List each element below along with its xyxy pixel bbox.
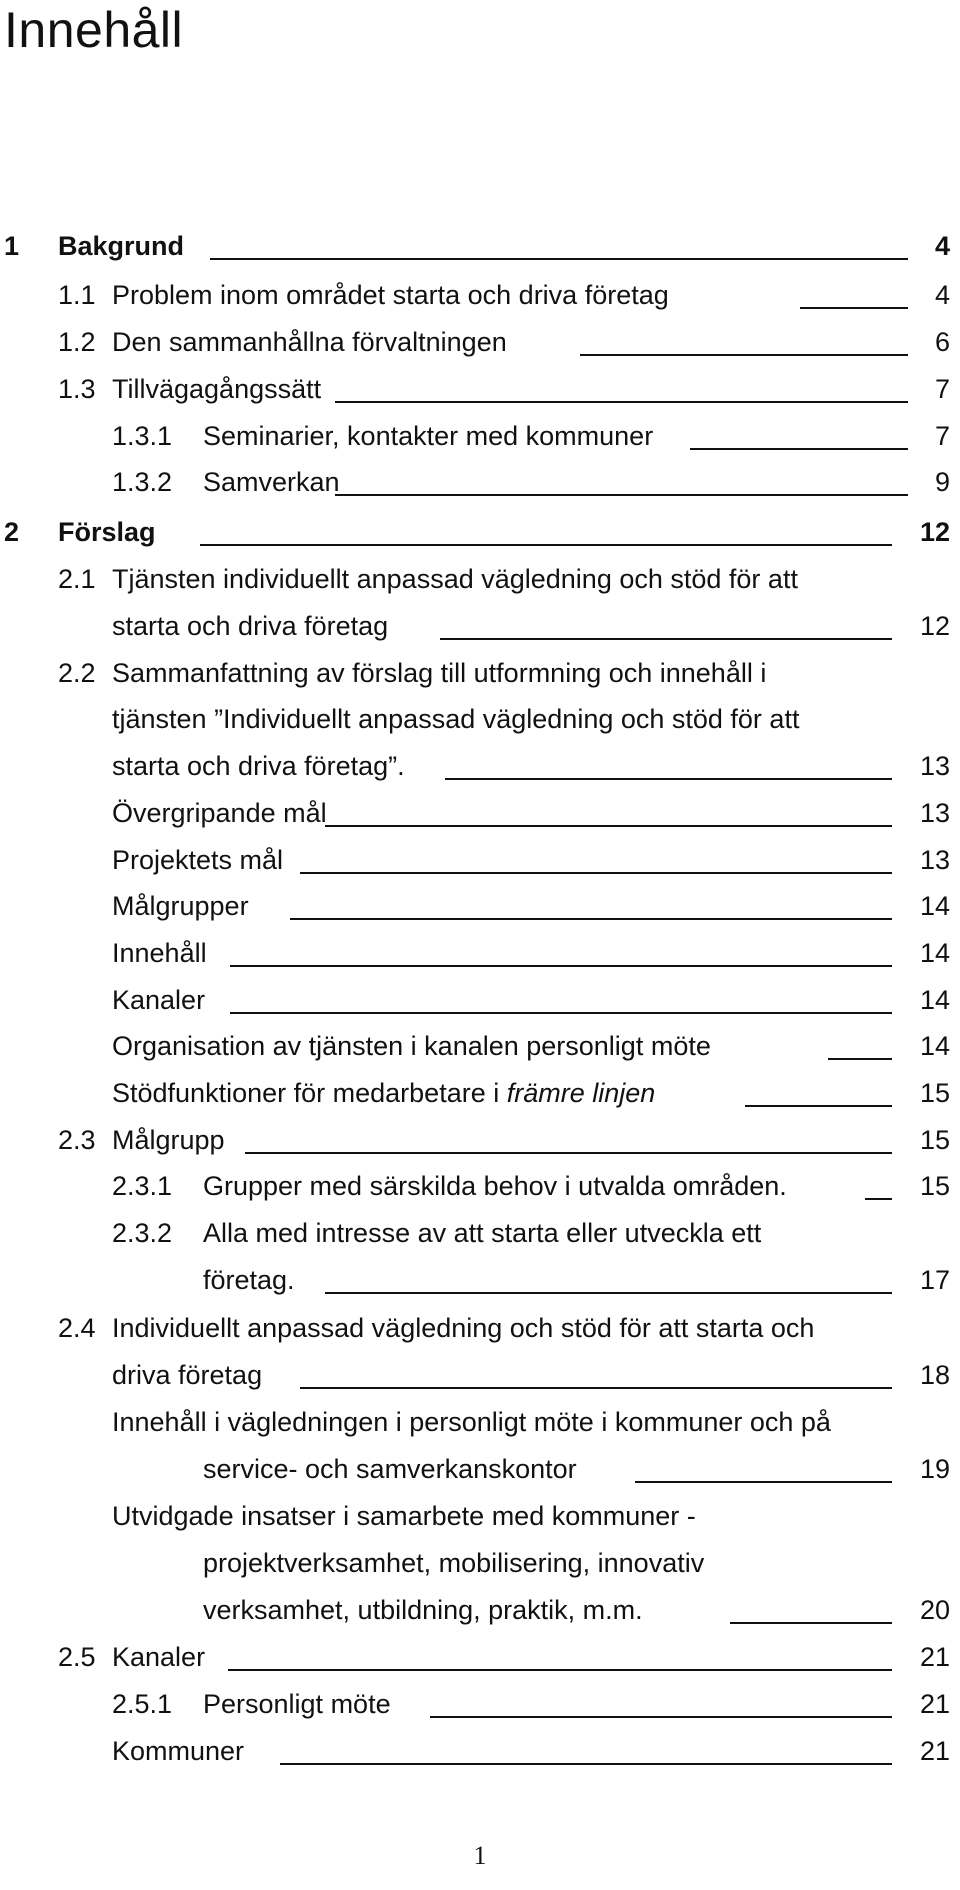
toc-entry-malgrupper[interactable] xyxy=(0,890,960,922)
toc-entry-page: 14 xyxy=(919,891,950,921)
toc-entry-title-continuation: verksamhet, utbildning, praktik, m.m. xyxy=(203,1595,643,1625)
toc-entry-page: 15 xyxy=(919,1125,950,1155)
toc-entry-title: Tillvägagångssätt xyxy=(112,374,322,404)
toc-entry-title: Utvidgade insatser i samarbete med kommuner - xyxy=(112,1501,696,1531)
toc-entry-page: 6 xyxy=(934,327,950,357)
toc-entry-projektets-mal[interactable] xyxy=(0,844,960,876)
toc-leader-line xyxy=(325,825,892,827)
toc-entry-2-2-continuation-1[interactable] xyxy=(0,703,960,735)
toc-leader-line xyxy=(430,1716,892,1718)
toc-entry-number: 2.5 xyxy=(58,1642,96,1672)
toc-entry-page: 21 xyxy=(919,1736,950,1766)
toc-entry-title xyxy=(112,1077,655,1109)
toc-entry-title: Kommuner xyxy=(112,1736,245,1766)
toc-leader-line xyxy=(745,1105,892,1107)
toc-entry-page: 14 xyxy=(919,1031,950,1061)
toc-entry-title: Kanaler xyxy=(112,1642,206,1672)
toc-entry-title-continuation: tjänsten ”Individuellt anpassad vägledning och stöd för att xyxy=(112,704,800,734)
toc-entry-innehall[interactable] xyxy=(0,937,960,969)
toc-entry-page: 21 xyxy=(919,1642,950,1672)
toc-entry-title: Målgrupper xyxy=(112,891,249,921)
toc-entry-page: 20 xyxy=(919,1595,950,1625)
toc-entry-title: Organisation av tjänsten i kanalen personligt möte xyxy=(112,1031,711,1061)
toc-leader-line xyxy=(230,1012,892,1014)
toc-entry-1-3-1[interactable] xyxy=(0,420,960,452)
toc-entry-number: 1.1 xyxy=(58,280,96,310)
toc-entry-title: Problem inom området starta och driva företag xyxy=(112,280,669,310)
toc-entry-1-1[interactable] xyxy=(0,279,960,311)
toc-entry-2-4-continuation[interactable] xyxy=(0,1359,960,1391)
toc-entry-title: Kanaler xyxy=(112,985,206,1015)
page-title: Innehåll xyxy=(4,2,184,58)
toc-entry-title: Innehåll i vägledningen i personligt möte i kommuner och på xyxy=(112,1407,831,1437)
toc-entry-page: 13 xyxy=(919,751,950,781)
toc-entry-page: 12 xyxy=(919,517,950,547)
toc-entry-page: 7 xyxy=(934,374,950,404)
toc-entry-title: Projektets mål xyxy=(112,845,284,875)
toc-entry-2-1[interactable] xyxy=(0,563,960,595)
toc-leader-line xyxy=(335,401,908,403)
toc-leader-line xyxy=(690,448,908,450)
toc-entry-number: 2.3.2 xyxy=(112,1218,173,1248)
toc-entry-1-2[interactable] xyxy=(0,326,960,358)
toc-entry-utvidgade-insatser[interactable] xyxy=(0,1500,960,1532)
toc-entry-2-4[interactable] xyxy=(0,1312,960,1344)
toc-entry-page: 4 xyxy=(934,280,950,310)
toc-entry-organisation[interactable] xyxy=(0,1030,960,1062)
toc-entry-title: Innehåll xyxy=(112,938,207,968)
toc-leader-line xyxy=(865,1198,892,1200)
toc-entry-page: 18 xyxy=(919,1360,950,1390)
toc-leader-line xyxy=(200,544,892,546)
toc-entry-page: 21 xyxy=(919,1689,950,1719)
toc-leader-line xyxy=(300,1387,892,1389)
toc-entry-title-plain: Stödfunktioner för medarbetare i xyxy=(112,1078,507,1108)
toc-leader-line xyxy=(828,1058,892,1060)
toc-entry-page: 4 xyxy=(934,231,950,261)
toc-leader-line xyxy=(445,778,892,780)
toc-leader-line xyxy=(280,1763,892,1765)
toc-entry-title: Förslag xyxy=(58,517,156,547)
toc-entry-number: 2.4 xyxy=(58,1313,96,1343)
toc-leader-line xyxy=(210,258,908,260)
toc-entry-utvidgade-insatser-continuation-1[interactable] xyxy=(0,1547,960,1579)
toc-entry-utvidgade-insatser-continuation-2[interactable] xyxy=(0,1594,960,1626)
toc-leader-line xyxy=(228,1669,892,1671)
toc-entry-number: 2.1 xyxy=(58,564,96,594)
toc-entry-number: 1.3 xyxy=(58,374,96,404)
toc-entry-title: Personligt möte xyxy=(203,1689,391,1719)
toc-entry-number: 2.3.1 xyxy=(112,1171,173,1201)
toc-leader-line xyxy=(800,307,908,309)
toc-entry-title: Övergripande mål xyxy=(112,798,327,828)
toc-entry-title: Målgrupp xyxy=(112,1125,225,1155)
toc-entry-number: 2.5.1 xyxy=(112,1689,173,1719)
toc-entry-2-3-1[interactable] xyxy=(0,1170,960,1202)
toc-entry-number: 1.2 xyxy=(58,327,96,357)
toc-entry-2-2[interactable] xyxy=(0,657,960,689)
toc-entry-number: 1.3.1 xyxy=(112,421,173,451)
toc-entry-page: 13 xyxy=(919,798,950,828)
toc-entry-title-continuation: företag. xyxy=(203,1265,295,1295)
toc-entry-number: 2.3 xyxy=(58,1125,96,1155)
toc-entry-title: Sammanfattning av förslag till utformning och innehåll i xyxy=(112,658,767,688)
toc-entry-innehall-vagledning-continuation[interactable] xyxy=(0,1453,960,1485)
toc-entry-2[interactable] xyxy=(0,516,960,548)
toc-leader-line xyxy=(730,1622,892,1624)
toc-entry-number: 2 xyxy=(4,517,20,547)
toc-leader-line xyxy=(325,1292,892,1294)
toc-leader-line xyxy=(245,1152,892,1154)
toc-entry-2-5[interactable] xyxy=(0,1641,960,1673)
toc-entry-title: Seminarier, kontakter med kommuner xyxy=(203,421,654,451)
toc-entry-page: 9 xyxy=(934,467,950,497)
toc-entry-number: 1.3.2 xyxy=(112,467,173,497)
toc-entry-title-continuation: service- och samverkanskontor xyxy=(203,1454,577,1484)
toc-entry-kanaler[interactable] xyxy=(0,984,960,1016)
toc-entry-innehall-vagledning[interactable] xyxy=(0,1406,960,1438)
toc-entry-title: Den sammanhållna förvaltningen xyxy=(112,327,507,357)
toc-entry-title-continuation: starta och driva företag”. xyxy=(112,751,405,781)
toc-leader-line xyxy=(335,494,908,496)
toc-entry-2-3-2[interactable] xyxy=(0,1217,960,1249)
toc-entry-2-5-1[interactable] xyxy=(0,1688,960,1720)
toc-entry-page: 12 xyxy=(919,611,950,641)
toc-entry-title-italic: främre linjen xyxy=(506,1078,656,1108)
toc-entry-title-continuation: starta och driva företag xyxy=(112,611,389,641)
page-number: 1 xyxy=(473,1841,487,1870)
toc-leader-line xyxy=(290,918,892,920)
toc-entry-page: 7 xyxy=(934,421,950,451)
toc-entry-title: Samverkan xyxy=(203,467,340,497)
toc-entry-2-1-continuation[interactable] xyxy=(0,610,960,642)
toc-leader-line xyxy=(440,638,892,640)
toc-entry-title: Tjänsten individuellt anpassad vägledning och stöd för att xyxy=(112,564,798,594)
toc-entry-title-continuation: driva företag xyxy=(112,1360,263,1390)
toc-entry-page: 13 xyxy=(919,845,950,875)
toc-entry-number: 1 xyxy=(4,231,20,261)
toc-entry-page: 17 xyxy=(919,1265,950,1295)
toc-entry-page: 15 xyxy=(919,1171,950,1201)
toc-entry-title: Individuellt anpassad vägledning och stöd för att starta och xyxy=(112,1313,815,1343)
toc-entry-page: 14 xyxy=(919,985,950,1015)
toc-entry-2-3-2-continuation[interactable] xyxy=(0,1264,960,1296)
toc-leader-line xyxy=(230,965,892,967)
toc-leader-line xyxy=(580,354,908,356)
toc-entry-title: Bakgrund xyxy=(58,231,185,261)
toc-entry-number: 2.2 xyxy=(58,658,96,688)
toc-entry-page: 15 xyxy=(919,1078,950,1108)
toc-leader-line xyxy=(300,872,892,874)
toc-entry-overgripande-mal[interactable] xyxy=(0,797,960,829)
toc-entry-1-3[interactable] xyxy=(0,373,960,405)
toc-entry-page: 14 xyxy=(919,938,950,968)
toc-leader-line xyxy=(635,1481,892,1483)
toc-entry-1[interactable] xyxy=(0,230,960,262)
toc-entry-title: Alla med intresse av att starta eller utveckla ett xyxy=(203,1218,762,1248)
toc-entry-2-3[interactable] xyxy=(0,1124,960,1156)
toc-entry-title-continuation: projektverksamhet, mobilisering, innovativ xyxy=(203,1548,705,1578)
toc-entry-2-2-continuation-2[interactable] xyxy=(0,750,960,782)
toc-entry-kommuner[interactable] xyxy=(0,1735,960,1767)
toc-entry-stodfunktioner[interactable] xyxy=(0,1077,960,1109)
toc-entry-title: Grupper med särskilda behov i utvalda områden. xyxy=(203,1171,787,1201)
toc-entry-page: 19 xyxy=(919,1454,950,1484)
toc-entry-1-3-2[interactable] xyxy=(0,466,960,498)
